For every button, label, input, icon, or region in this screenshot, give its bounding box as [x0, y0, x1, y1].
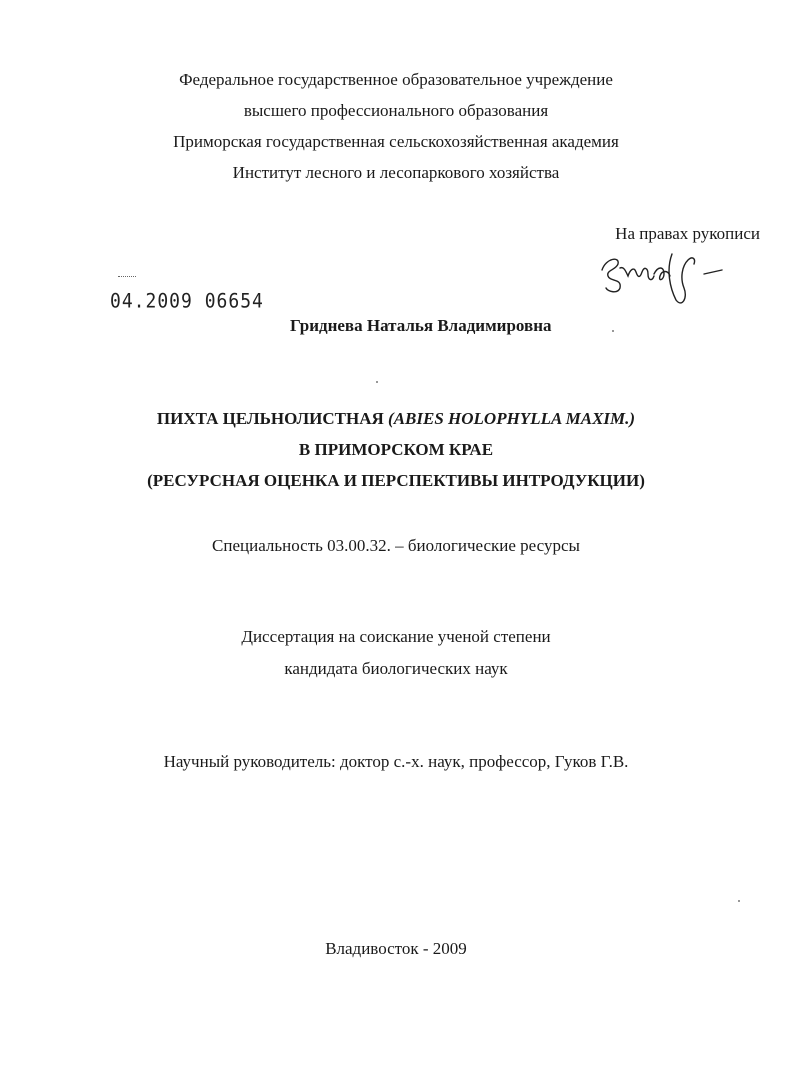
handwritten-signature	[596, 248, 736, 314]
rights-notice: На правах рукописи	[615, 224, 760, 243]
title-latin-name: (ABIES HOLOPHYLLA MAXIM.)	[388, 409, 636, 428]
registration-stamp: 04.2009 06654	[110, 290, 264, 313]
stamp-marks	[118, 276, 136, 281]
institution-line-4: Институт лесного и лесопаркового хозяйства	[232, 163, 560, 182]
scan-speck	[376, 381, 378, 383]
dissertation-title-line-3: (РЕСУРСНАЯ ОЦЕНКА И ПЕРСПЕКТИВЫ ИНТРОДУКЦИИ)	[147, 471, 645, 490]
degree-line-1: Диссертация на соискание ученой степени	[241, 627, 551, 646]
institution-line-1: Федеральное государственное образовательное учреждение	[179, 70, 613, 89]
dissertation-title-line-1	[0, 409, 792, 429]
institution-line-3: Приморская государственная сельскохозяйственная академия	[173, 132, 619, 151]
scan-speck	[738, 900, 740, 902]
dissertation-title-line-2: В ПРИМОРСКОМ КРАЕ	[298, 440, 494, 459]
title-russian: ПИХТА ЦЕЛЬНОЛИСТНАЯ	[156, 409, 389, 428]
scan-speck	[612, 330, 614, 332]
institution-line-2: высшего профессионального образования	[243, 101, 549, 120]
specialty: Специальность 03.00.32. – биологические ресурсы	[212, 536, 580, 555]
supervisor: Научный руководитель: доктор с.-х. наук, профессор, Гуков Г.В.	[163, 752, 629, 771]
author-name: Гриднева Наталья Владимировна	[290, 316, 552, 335]
degree-line-2: кандидата биологических наук	[284, 659, 508, 678]
city-year: Владивосток - 2009	[325, 939, 467, 958]
